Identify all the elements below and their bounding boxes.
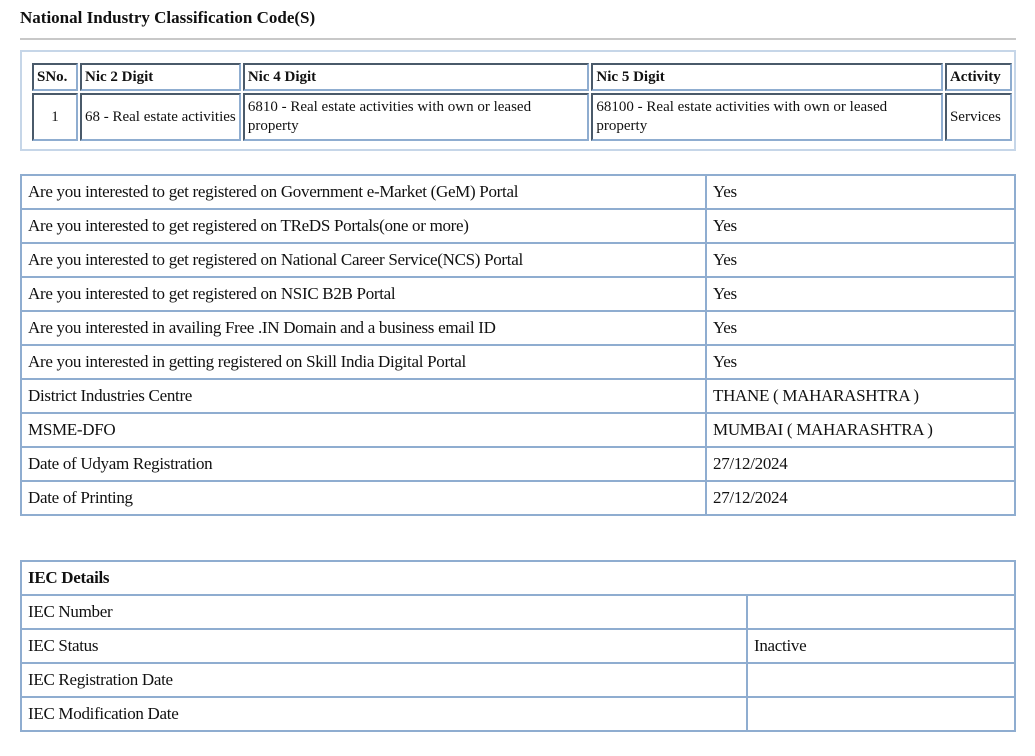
table-row xyxy=(21,277,1015,311)
table-row xyxy=(32,93,1012,141)
table-row xyxy=(21,311,1015,345)
row-value: THANE ( MAHARASHTRA ) xyxy=(706,379,1015,413)
row-value: Yes xyxy=(706,175,1015,209)
table-row xyxy=(21,243,1015,277)
row-label: District Industries Centre xyxy=(21,379,706,413)
header-activity: Activity xyxy=(945,63,1012,91)
row-value: Yes xyxy=(706,277,1015,311)
row-label: Date of Udyam Registration xyxy=(21,447,706,481)
cell-nic2: 68 - Real estate activities xyxy=(80,93,241,141)
row-value: Inactive xyxy=(747,629,1015,663)
nic-header-row xyxy=(32,63,1012,91)
row-label: IEC Registration Date xyxy=(21,663,747,697)
row-value: Yes xyxy=(706,209,1015,243)
row-value: MUMBAI ( MAHARASHTRA ) xyxy=(706,413,1015,447)
table-row xyxy=(21,697,1015,731)
nic-table-container xyxy=(20,50,1016,151)
nic-table xyxy=(30,61,1014,143)
cell-nic4: 6810 - Real estate activities with own or leased property xyxy=(243,93,590,141)
table-row xyxy=(21,175,1015,209)
table-row xyxy=(21,595,1015,629)
header-nic4: Nic 4 Digit xyxy=(243,63,590,91)
table-row xyxy=(21,345,1015,379)
row-label: Are you interested to get registered on Government e-Market (GeM) Portal xyxy=(21,175,706,209)
row-label: Are you interested to get registered on TReDS Portals(one or more) xyxy=(21,209,706,243)
table-row xyxy=(21,379,1015,413)
row-value: 27/12/2024 xyxy=(706,481,1015,515)
row-label: Are you interested in availing Free .IN Domain and a business email ID xyxy=(21,311,706,345)
row-label: Are you interested to get registered on National Career Service(NCS) Portal xyxy=(21,243,706,277)
row-value: 27/12/2024 xyxy=(706,447,1015,481)
table-row xyxy=(21,481,1015,515)
row-value: Yes xyxy=(706,311,1015,345)
table-row xyxy=(21,447,1015,481)
row-label: IEC Modification Date xyxy=(21,697,747,731)
row-value xyxy=(747,663,1015,697)
iec-table xyxy=(20,560,1016,732)
table-row xyxy=(21,629,1015,663)
row-label: Are you interested in getting registered on Skill India Digital Portal xyxy=(21,345,706,379)
cell-activity: Services xyxy=(945,93,1012,141)
table-row xyxy=(21,413,1015,447)
row-label: IEC Number xyxy=(21,595,747,629)
header-nic5: Nic 5 Digit xyxy=(591,63,943,91)
row-value: Yes xyxy=(706,243,1015,277)
row-label: Date of Printing xyxy=(21,481,706,515)
row-label: IEC Status xyxy=(21,629,747,663)
cell-sno: 1 xyxy=(32,93,78,141)
row-value xyxy=(747,697,1015,731)
cell-nic5: 68100 - Real estate activities with own or leased property xyxy=(591,93,943,141)
iec-header-row xyxy=(21,561,1015,595)
table-row xyxy=(21,209,1015,243)
section-title: National Industry Classification Code(S) xyxy=(20,8,316,27)
iec-heading: IEC Details xyxy=(21,561,1015,595)
table-row xyxy=(21,663,1015,697)
row-value: Yes xyxy=(706,345,1015,379)
header-nic2: Nic 2 Digit xyxy=(80,63,241,91)
row-label: Are you interested to get registered on NSIC B2B Portal xyxy=(21,277,706,311)
header-sno: SNo. xyxy=(32,63,78,91)
row-value xyxy=(747,595,1015,629)
row-label: MSME-DFO xyxy=(21,413,706,447)
divider xyxy=(20,38,1016,40)
details-table xyxy=(20,174,1016,516)
